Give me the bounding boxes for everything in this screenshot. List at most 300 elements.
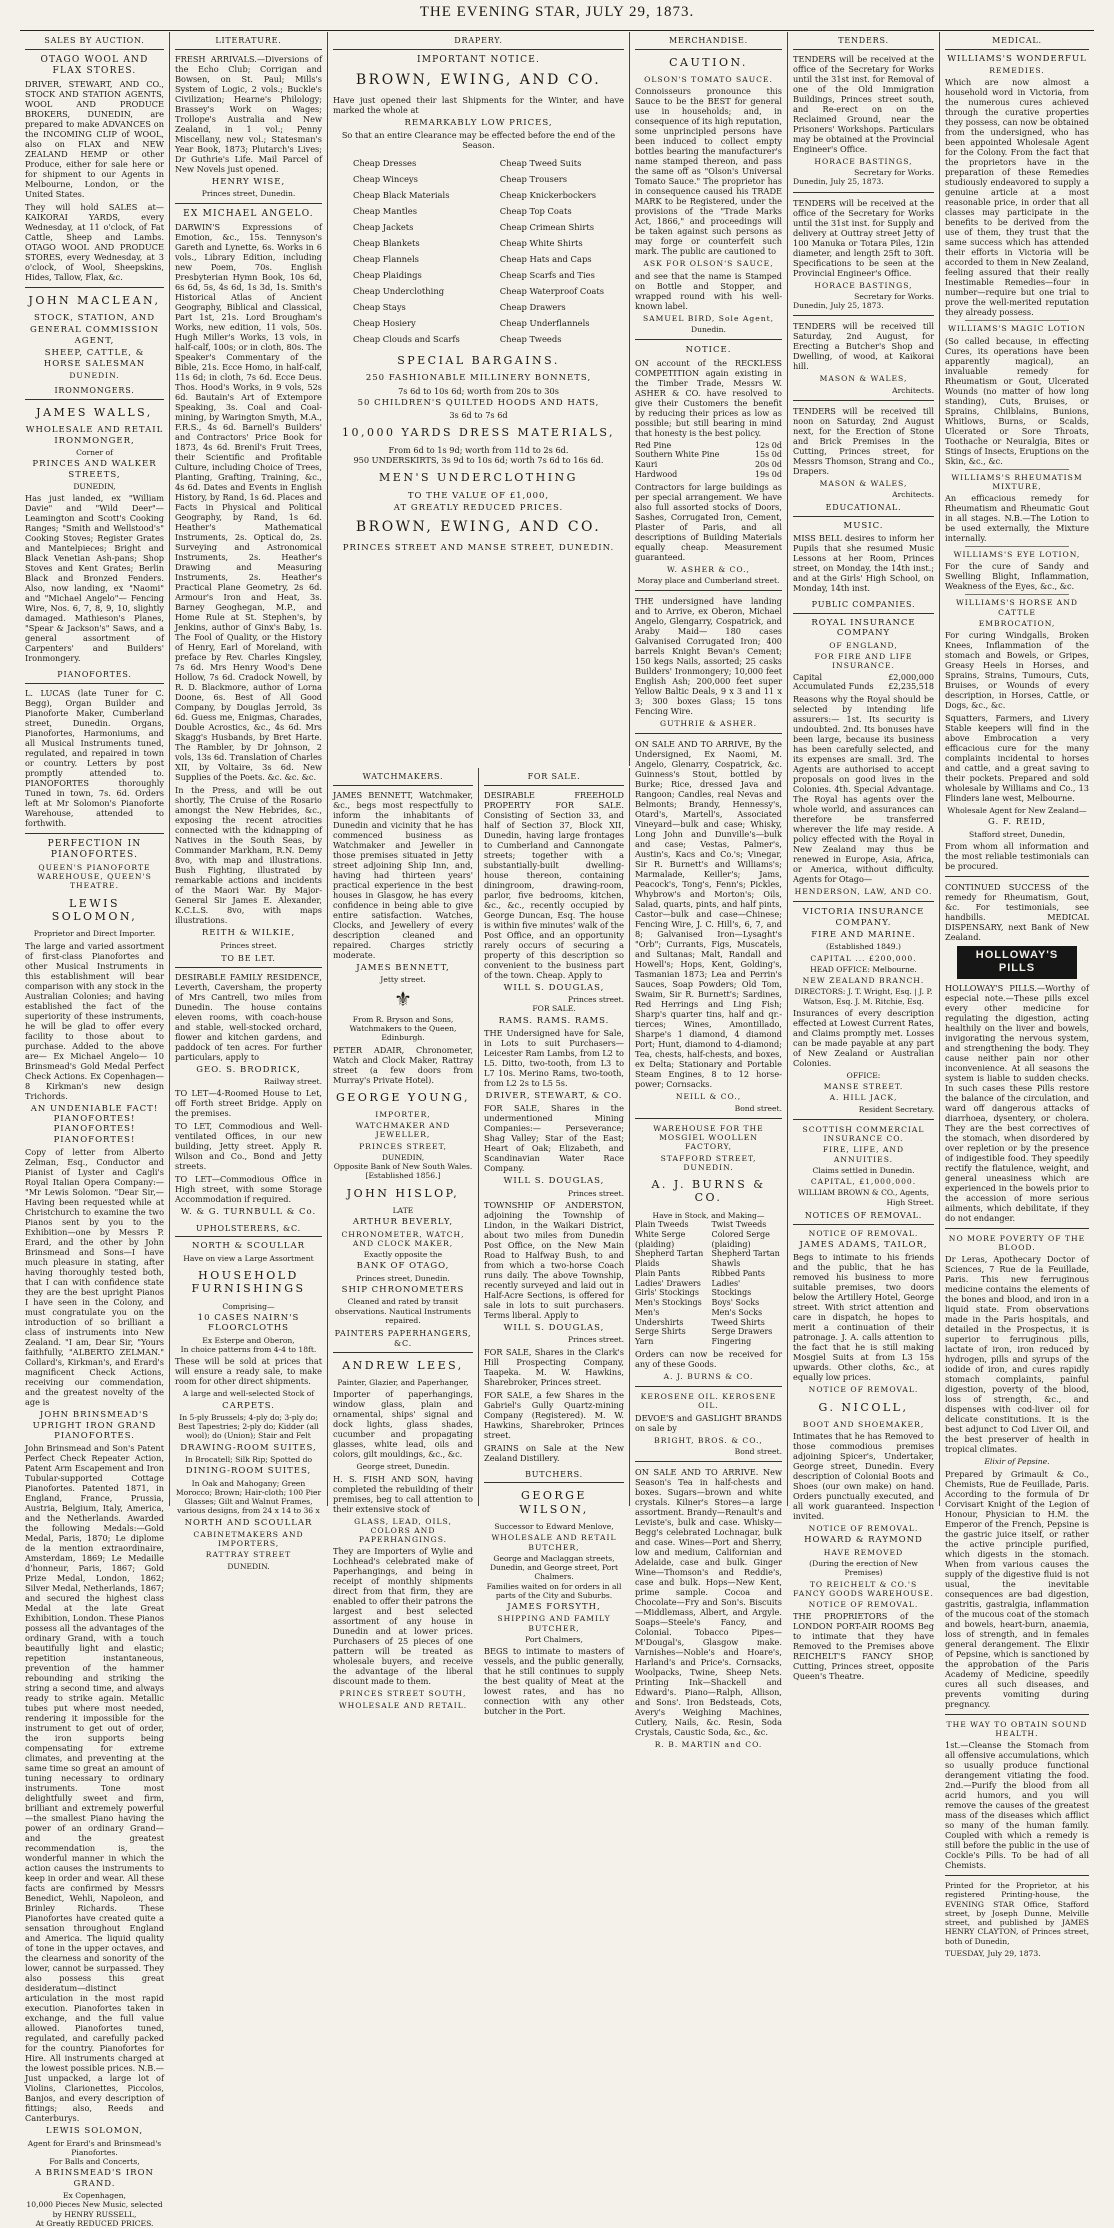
divider: [793, 901, 934, 902]
ad-line: Secretary for Works.: [854, 168, 934, 177]
ad-line: 250 FASHIONABLE MILLINERY BONNETS,: [365, 373, 592, 384]
ad-body: and see that the name is Stamped on Bottle and Stopper, and wrapped round with his well-known label.: [635, 270, 782, 311]
ad-title: HOUSEHOLD FURNISHINGS: [191, 1269, 306, 1296]
list-item: Cheap Drawers: [499, 301, 566, 312]
ad-title: DINING-ROOM SUITES,: [185, 1466, 312, 1477]
column-for-sale: [479, 768, 630, 1717]
list-item: Cheap Black Materials: [352, 190, 450, 201]
ad-signature: WILLIAM BROWN & CO., Agents,: [797, 1188, 930, 1198]
list-item: Cheap Crimean Shirts: [499, 222, 595, 233]
ad-body: THE undersigned have landing and to Arrive, ex Oberon, Michael Angelo, Glengarry, Cospatrick, and Araby Maid— 180 cases Galvanised Corrugated Iron; 400 barrels Knight Bevan's Cement; 150 kegs Nails, assorted; 25 casks Builders' Ironmongery; 10,000 feet English Ash; 200,000 feet super Yellow Baltic Deals, 9 x 3 and 11 x 3; 300 boxes Glass; 15 tons Fencing Wire.: [635, 596, 782, 717]
column-sales-by-auction: [20, 32, 170, 2228]
ad-line: Comprising—: [222, 1301, 275, 1311]
goods-right: [711, 1220, 782, 1347]
ad-line: PRINCES STREET SOUTH,: [339, 1689, 467, 1699]
ad-title: CARPETS.: [222, 1400, 275, 1411]
ad-line: 10,000 Pieces New Music, selected by HENRY RUSSELL,: [26, 2200, 163, 2219]
ad-name: JAMES ADAMS, TAILOR,: [799, 1239, 928, 1250]
ad-body: These will be sold at prices that will ensure a ready sale, to make room for other direct shipments.: [175, 1356, 322, 1387]
ad-signature: SAMUEL BIRD, Sole Agent,: [642, 313, 775, 323]
ad-line: In 5-ply Brussels; 4-ply do; 3-ply do; Best Tapestries; 2-ply do; Kidder (all wool); do (Union); Stair and Felt: [178, 1412, 319, 1441]
ad-line: REMARKABLY LOW PRICES,: [404, 117, 553, 128]
ad-body: Squatters, Farmers, and Livery Stable keepers will find in the above Embrocation a very efficacious cure for the many complaints incidental to horses and cattle, and a great saving to their pockets. Prepared and sold wholesale by Williams and Co., 13 Flinders lane west, Melbourne.: [945, 713, 1089, 804]
ad-body: Dr Leras, Apothecary Doctor of Sciences, 7 Rue de la Feuillade, Paris. This new ferruginous medicine contains the elements of the bones and blood, and iron in a liquid state. From observations made in the Paris hospitals, and detailed in the Prospectus, it is superior to ferruginous pills, lactate of iron, iron reduced by hydrogen, pills and syrups of the iodide of iron, and cures rapidly stomach complaints, painful digestion, poverty of the blood, loss of strength, &c., and dispenses with cod-liver oil for delicate constitutions. It is the best adjunct to Cod Liver Oil, and the best preserver of health in tropical climates.: [945, 1254, 1089, 1455]
divider: [793, 400, 934, 401]
masthead: THE EVENING STAR, JULY 29, 1873.: [419, 4, 695, 20]
ad-line: TO THE VALUE OF £1,000,: [407, 490, 550, 501]
ad-title: THE WAY TO OBTAIN SOUND HEALTH.: [946, 1719, 1088, 1738]
funds-value: £2,235,518: [888, 682, 934, 692]
list-item: Fingering: [711, 1337, 752, 1347]
section-heading: PUBLIC COMPANIES.: [793, 596, 934, 614]
imprint: Printed for the Proprietor, at his registered Printing-house, the EVENING STAR Office, Stafford street, by Joseph Dunne, Melville street, and published by JAMES HENRY CLAYTON, of Princes street, both of Dunedin,: [945, 1881, 1089, 1946]
list-item: Cheap Blankets: [352, 238, 420, 248]
ad-body: THE Undersigned have for Sale, in Lots to suit Purchasers— Leicester Ram Lambs, from L2 to L5. Ditto, two-tooth, from L3 to L7 10s. Merino Rams, two-tooth, from L2 2s to L5 5s.: [484, 1027, 624, 1088]
ad-line: PRINCES AND WALKER STREETS,: [32, 459, 157, 480]
list-item: Cheap Clouds and Scarfs: [352, 333, 460, 344]
list-item: White Serge (plaiding): [635, 1229, 686, 1249]
ad-body: ON account of the RECKLESS COMPETITION again existing in the Timber Trade, Messrs W. ASHER & CO. have resolved to give their Customers the benefit by reducing their prices as low as possible; but still bearing in mind that honesty is the best policy.: [635, 357, 782, 438]
column-drapery: [328, 32, 630, 766]
ad-title: WILLIAMS'S HORSE AND CATTLE: [956, 598, 1078, 617]
ad-line: Successor to Edward Menlove,: [494, 1522, 614, 1532]
list-item: Cheap Dresses: [352, 158, 417, 169]
column-literature: [170, 32, 328, 1571]
ad-line: Corner of: [76, 448, 113, 458]
ad-body: They are Importers of Wylie and Lochhead's celebrated make of Paperhangings, and being in receipt of monthly shipments direct from that firm, they are enabled to offer their patrons the largest and best selected assortment of any house in Dunedin and at lower prices. Purchasers of 25 pieces of one pattern will be treated as wholesale buyers, and receive the advantage of the liberal discount made to them.: [333, 1546, 473, 1687]
ad-title: CAUTION.: [669, 55, 748, 69]
ad-body: Has just landed, ex "William Davie" and "Wild Deer"— Leamington and Scott's Cooking Ranges; "Smith and Wellstood's" Cooking Stoves; Register Grates and Mantelpieces; Bright and Black Venetian Ash-pans; Shop Stoves and Kent Grates; Berlin Black and Bronzed Fenders. Also, now landing, ex "Naomi" and "Michael Angelo"— Fencing Wire, Nos. 6, 7, 8, 9, 10, slightly damaged. Mathieson's Planes, "Spear & Jackson's" Saws, and a general assortment of Carpenters' and Builders' Ironmongery.: [25, 493, 164, 664]
ad-title: NOTICE OF REMOVAL.: [808, 1228, 919, 1238]
ad-line: FOR FIRE AND LIFE INSURANCE.: [814, 652, 913, 671]
list-item: Cheap Hats and Caps: [499, 253, 592, 264]
ad-signature: A. HILL JACK,: [829, 1093, 898, 1103]
ad-title: IMPORTANT NOTICE.: [416, 54, 541, 65]
ad-line: 3s 6d to 7s 6d: [449, 409, 508, 420]
ad-body: FRESH ARRIVALS.—Diversions of the Echo Club; Corrigan and Bowsen, on St. Paul; Mills's System of Logic, 2 vols.; Buckle's Civilization; Hearne's Philology; Brassey's Work on Wages; Trollope's Australia and New Zealand, in 1 vol.; Penny Miscellany, new vol.; Statesman's Year Book, 1873; Plutarch's Lives; Dr Guthrie's Life. Mail Parcel of New Novels just opened.: [175, 53, 322, 174]
ad-line: Bond street.: [734, 1103, 782, 1113]
ad-body: BEGS to intimate to masters of vessels, and the public generally, that he still continues to supply the best quality of Meat at the lowest rates, and has no connection with any other butcher in the Port.: [484, 1646, 624, 1717]
ad-title: WILLIAMS'S MAGIC LOTION: [948, 324, 1086, 334]
list-item: Ribbed Pants: [711, 1268, 765, 1278]
column-medical: [940, 32, 1094, 1958]
ad-line: CHRONOMETER, WATCH, AND CLOCK MAKER,: [341, 1229, 465, 1248]
ad-line: Princes street, Dunedin.: [201, 189, 296, 199]
ad-title: DRAWING-ROOM SUITES,: [180, 1442, 317, 1453]
section-heading: IRONMONGERS.: [25, 382, 164, 400]
ad-body: Copy of letter from Alberto Zelman, Esq., Conductor and Pianist of Lyster and Cagli's Royal Italian Opera Company:— "Mr Lewis Solomon. "Dear Sir,—Having been requested while at Christchurch to examine the two Pianos sent by you to the Exhibition—one by Messrs P. Erard, and the other by John Brinsmead and Sons—I have much pleasure in stating, after having thoroughly tested both, that I can with confidence state they are the best upright Pianos I have seen in the Colony, and must congratulate you on the introduction of so brilliant a class of instruments into New Zealand. "I am, Dear Sir, "Yours faithfully, "ALBERTO ZELMAN." Collard's, Kirkman's, and Erard's magnificent Check Actions, receiving our commendation, and the greatest novelty of the age is: [25, 1147, 164, 1408]
ad-line: Railway street.: [263, 1077, 322, 1087]
ad-line: EMBROCATION,: [978, 618, 1056, 628]
ad-line: Princes street.: [567, 1335, 624, 1345]
ad-body: CONTINUED SUCCESS of the remedy for Rheumatism, Gout, &c. For testimonials, see handbills. MEDICAL DISPENSARY, next Bank of New Zealand.: [945, 881, 1089, 942]
ad-body: TO LET—Commodious Office in High street, with some Storage Accommodation if required.: [175, 1174, 322, 1205]
ad-line: A BRINSMEAD'S IRON GRAND.: [35, 2168, 154, 2189]
funds-row: [793, 682, 934, 692]
ad-line: NEW ZEALAND BRANCH.: [802, 976, 925, 986]
ad-signature: REITH & WILKIE,: [201, 928, 296, 939]
ad-line: WHOLESALE AND RETAIL IRONMONGER,: [25, 425, 164, 446]
divider: [793, 315, 934, 316]
ad-body: TOWNSHIP OF ANDERSTON, adjoining the Township of Lindon, in the Waikari District, about two miles from Dunedin Post Office, on the New Main Road to Halfway Bush, to and from which a two-horse Coach runs daily. The above Township, recently surveyed and laid out in Half-Acre Sections, is offered for sale in lots to suit purchasers. Terms liberal. Apply to: [484, 1199, 624, 1320]
ad-body: DESIRABLE FREEHOLD PROPERTY FOR SALE. Consisting of Section 33, and half of Section 37, Block XII, Dunedin, having large frontages to Cumberland and Cannongate streets; together with a substantially-built dwelling-house thereon, containing diningroom, drawing-room, parlor, five bedrooms, kitchen, &c., &c., recently occupied by George Duncan, Esq. The house is within five minutes' walk of the Post Office, and an opportunity rarely occurs of securing a property of this description so convenient to the business part of the town. Cheap. Apply to: [484, 789, 624, 980]
divider: [945, 876, 1089, 877]
ad-line: High Street.: [886, 1197, 934, 1207]
ad-line: [Established 1856.]: [365, 1171, 441, 1181]
list-item: Men's Undershirts: [635, 1307, 684, 1327]
divider: [635, 1386, 782, 1387]
list-item: Cheap Flannels: [352, 253, 419, 264]
divider: [635, 1461, 782, 1462]
ad-title: NO MORE POVERTY OF THE BLOOD.: [948, 1233, 1086, 1253]
ad-body: FOR SALE, Shares in the undermentioned Mining Companies:— Perseverance; Shag Valley; Star of the East; Heart of Oak; Elizabeth, and Scandinavian Water Race Company.: [484, 1103, 624, 1174]
ad-line: (During the erection of New Premises): [809, 1559, 918, 1578]
list-item: Cheap Tweed Suits: [499, 158, 582, 169]
section-heading: SALES BY AUCTION.: [25, 32, 164, 50]
ad-body: DESIRABLE FAMILY RESIDENCE, Leverth, Caversham, the property of Mrs Cantrell, two miles from Dunedin. The house contains eleven rooms, with coach-house and stable, well-stocked orchard, flower and kitchen gardens, and paddock of ten acres. For further particulars, apply to: [175, 971, 322, 1062]
section-heading: PAINTERS PAPERHANGERS, &C.: [333, 1325, 473, 1353]
ad-line: Painter, Glazier, and Paperhanger,: [337, 1378, 469, 1388]
ad-line: Stafford street, Dunedin,: [968, 829, 1066, 839]
ad-line: George street, Dunedin.: [356, 1462, 450, 1472]
ad-body: DRIVER, STEWART, AND CO., STOCK AND STATION AGENTS, WOOL AND PRODUCE BROKERS, DUNEDIN, are prepared to make ADVANCES on the INCOMING CLIP of WOOL, also on FLAX and NEW ZEALAND HEMP or other Produce, either for sale here or for shipment to our Agents in Melbourne, London, or the United States.: [25, 78, 164, 199]
list-item: Boys' Socks: [711, 1298, 760, 1308]
ad-body: FOR SALE, Shares in the Clark's Hill Prospecting Company, Taapeka. M. W. Hawkins, Sharebroker, Princes street.: [484, 1346, 624, 1387]
ad-line: Jetty street.: [380, 975, 426, 985]
ad-line: Have on view a Large Assortment: [183, 1253, 314, 1263]
ad-title: WILLIAMS'S EYE LOTION,: [953, 550, 1081, 560]
ad-title: Elixir of Pepsine.: [984, 1457, 1050, 1467]
ad-line: In Brocatell; Silk Rip; Spotted do: [184, 1455, 313, 1465]
ad-signature: MASON & WALES,: [819, 478, 908, 488]
ad-body: ON SALE AND TO ARRIVE, By the Undersigned, Ex Naomi, M. Angelo, Glenarry, Cospatrick, &c. Guinness's Stout, bottled by Burke; Rice, dressed Java and Rangoon; Candles, real Nevas and Belmonts; Brandy, Hennessy's, Otard's, Martell's, Associated Vineyard—bulk and case; Whisky, Long John and Dunville's—bulk and case; Vestas, Palmer's, Austin's, Kacs and Co.'s; Vinegar, Sir R. Burnett's and Williams's; Marmalade, Keiller's; Jams, Peacock's, Tong's, Fenn's; Pickles, Whybrow's and Morton's; Oils, Salad, quarts, pints, and half pints, Castor—bulk and case—Chinese; Fencing Wire, J. C. Hill's, 6, 7, and 8; Galvanised Iron—Lysaght's "Orb"; Currants, Figs, Muscatels, and Sultanas; Malt, Randall and Howell's; Hops, Kent, Golding's, Tasmanian 1873; Lea and Perrin's Sauces, Soap Powders; Old Tom, Swaim, Sir R. Burnett's; Sardines, Red Herrings and Ling Fish; Sharp's quarter tins, half and qr.-tierces; Wines, Amontillado, Sharpe's 1 diamond, 4 diamond Port; Hunt, diamond to 4-diamond; Tea, chests, half-chests, and boxes, ex Delta; Stationary and Portable Steam Engines, 8 to 12 horse-power; Cornsacks.: [635, 739, 782, 1090]
ad-body: Insurances of every description effected at Lowest Current Rates, and Claims promptly met. Losses can be made payable at any part of New Zealand or Australian Colonies.: [793, 1007, 934, 1068]
list-item: Yarn: [635, 1337, 654, 1347]
cheap-items-left: [353, 156, 460, 348]
ad-line: Secretary for Works.: [854, 291, 934, 301]
ad-place: DUNEDIN,: [73, 481, 116, 491]
ad-body: TO LET, Commodious and Well-ventilated Offices, in our new building, Jetty street. Apply R. Wilson and Co., Bond and Jetty streets.: [175, 1121, 322, 1172]
ad-body: Prepared by Grimault & Co., Chemists, Rue de Feuillade, Paris. According to the formula of Dr Corvisart Knight of the Legion of Honour, Physician to H.M. the Emperor of the French, Pepsine is the gastric juice itself, or rather the active principle purified, which digests in the stomach. When from various causes the supply of the digestive fluid is not usual, the inevitable consequences are bad digestion, gastritis, gastralgia, inflammation of the mucous coat of the stomach and bowels, heart-burn, anaemia, loss of strength, and in females general derangement. The Elixir of Pepsine, which is sanctioned by the approbation of the Paris Academy of Medicine, speedily cures all such diseases, and prevents vomiting during pregnancy.: [945, 1468, 1089, 1709]
ad-line: DIRECTORS: J. T. Wright, Esq. | J. P. Watson, Esq. J. M. Ritchie, Esq.: [794, 987, 933, 1006]
ad-line: HAVE REMOVED: [823, 1547, 904, 1557]
ad-name: GEORGE WILSON,: [519, 1489, 589, 1516]
ad-body: Importer of paperhangings, window glass, plain and ornamental, ships' signal and dock lights, glass shades, cucumber and propagating glasses, white lead, oils and colors, gilt mouldings, &c., &c.: [333, 1389, 473, 1460]
divider: [965, 469, 1069, 470]
ad-name: ANDREW LEES,: [342, 1358, 464, 1372]
ad-line: ASK FOR OLSON'S SAUCE,: [643, 259, 774, 269]
ad-line: WHOLESALE AND RETAIL.: [338, 1700, 468, 1710]
list-item: Men's Stockings: [635, 1298, 702, 1308]
timber-row: [635, 460, 782, 470]
list-item: Ladies' Stockings: [711, 1278, 752, 1298]
timber-price-list: [635, 441, 782, 480]
ad-line: STOCK, STATION, AND: [33, 313, 156, 324]
ad-line: Princes street, Dunedin.: [356, 1273, 450, 1283]
divider: [793, 192, 934, 193]
timber-price: 12s 0d: [754, 440, 782, 450]
funds-label: Accumulated Funds: [793, 682, 874, 692]
timber-price: 20s 0d: [754, 460, 782, 470]
list-item: Cheap Plaidings: [352, 269, 422, 280]
timber-price: 15s 0d: [754, 450, 782, 460]
list-item: Shepherd Tartan Plaids: [635, 1249, 704, 1269]
ad-body: PETER ADAIR, Chronometer, Watch and Clock Maker, Rattray street (a few doors from Murray's Private Hotel).: [333, 1044, 473, 1085]
ad-line: IMPORTER,: [375, 1109, 431, 1119]
ad-body: DARWIN'S Expressions of Emotion, &c., 15s. Tennyson's Gareth and Lynette, 6s. Works in 6 vols., Library Edition, including new Poem, 70s. English Presbyterian Hymn Book, 10s 6d, 6s 6d, 5s, 4s 6d, 1s 3d, 1s. Smith's Historical Atlas of Ancient Geography, Biblical and Classical, Part 1st, 21s. Lord Brougham's Works, new edition, 11 vols, 50s. Hugh Miller's Works, 13 vols, in half-calf, 100s; or in cloth, 80s. The Speaker's Commentary of the Bible, 21s. Ecce Homo, in half-calf, 11s 6d; in cloth, 7s 6d. Ecce Deus. Thos. Hood's Works, in 9 vols, 52s 6d. Bautain's Art of Extempore Speaking, 3s. Coal and Coal-mining, by Warington Smyth, M.A., F.R.S., 4s 6d. Barnell's Builders' and Contractors' Price Book for 1873, 4s 6d. Brenil's Fruit Trees, their Scientific and Profitable Culture, including Choice of Trees, Planting, Grafting, Training, &c., 4s 6d. Dates and Events in English History, by Rand, 1s 6d. Places and Facts in Physical and Political Geography, by Rand, 1s 6d. Heather's Mathematical Instruments, 2s. Optical do, 2s. Surveying and Astronomical Instruments, 2s. Heather's Drawing and Measuring Instruments, 2s. Heather's Practical Plane Geometry, 2s 6d. Armour's Iron and Heat, 3s. Barney Geoghegan, M.P., and Home Rule at St. Stephen's, by Jenkins, author of Ginx's Baby, 1s. The Fool of Quality, or the History of Henry, Earl of Moreland, with preface by Rev. Charles Kingsley, 7s 6d. Mrs Henry Wood's Dene Hollow, 7s 6d. Cradock Nowell, by R. D. Blackmore, author of Lorna Doone, 6s. Best of All Good Company, by Douglas Jerrold, 3s 6d. Guess me, Enigmas, Charades, Double Acrostics, &c., 4s 6d. Mrs Skagg's Husbands, by Bret Harte. The Rambler, by Dr Johnson, 2 vols, 13s 6d. Translation of Charles XII, by Voltaire, 3s 6d. New Supplies of the Poets. &c. &c. &c.: [175, 222, 322, 783]
divider: [965, 594, 1069, 595]
ad-signature: NEILL & CO.,: [675, 1092, 742, 1102]
section-heading: TO BE LET.: [175, 950, 322, 968]
list-item: Tweed Shirts: [711, 1317, 765, 1327]
ad-line: SHIP CHRONOMETERS: [341, 1285, 465, 1296]
ad-signature: WILL S. DOUGLAS,: [503, 1322, 605, 1333]
ad-line: DUNEDIN,: [381, 1152, 425, 1162]
timber-item: Kauri: [635, 460, 658, 470]
ad-title: GLASS, LEAD, OILS, COLORS AND PAPERHANGINGS.: [354, 1516, 452, 1545]
ad-title: JOHN BRINSMEAD'S UPRIGHT IRON GRAND PIANOFORTES.: [32, 1410, 157, 1441]
ad-body: For curing Windgalls, Broken Knees, Inflammation of the stomach and Bowels, or Gripes, Greasy Heels in Horses, and Sprains, Strains, Tumours, Cuts, Bruises, or Wounds of every description, in Horses, Cattle, or Dogs, &c., &c.: [945, 630, 1089, 711]
ad-body: They will hold SALES at— KAIKORAI YARDS, every Wednesday, at 11 o'clock, of Fat Cattle, Sheep and Lambs. OTAGO WOOL AND PRODUCE STORES, every Wednesday, at 3 o'clock, of Wool, Sheepskins, Hides, Tallow, Flax, &c.: [25, 201, 164, 282]
ad-name: G. NICOLL,: [818, 1400, 909, 1414]
ad-body: JAMES BENNETT, Watchmaker, &c., begs most respectfully to inform the inhabitants of Dunedin and vicinity that he has commenced business as Watchmaker and Jeweller in those premises situated in Jetty street adjoining Ship Inn, and, having had thirteen years' practical experience in the best houses in Glasgow, he has every confidence in being able to give entire satisfaction. Watches, Clocks, and Jewellery of every description cleaned and repaired. Charges strictly moderate.: [333, 789, 473, 960]
ad-line: A large and well-selected Stock of: [182, 1389, 315, 1399]
royal-arms-icon: ⚜: [394, 987, 412, 1012]
ad-line: QUEEN'S PIANOFORTE WAREHOUSE, QUEEN'S THEATRE.: [37, 862, 152, 891]
ad-line: 50 CHILDREN'S QUILTED HOODS AND HATS,: [357, 397, 600, 408]
ad-title: NOTICE.: [685, 345, 732, 356]
divider: [635, 1118, 782, 1119]
ad-line: Princes street.: [567, 1188, 624, 1198]
ad-title: KEROSENE OIL. KEROSENE OIL.: [640, 1392, 777, 1411]
list-item: Men's Socks: [711, 1307, 763, 1317]
list-item: Cheap Mantles: [352, 206, 417, 217]
section-heading: MERCHANDISE.: [635, 32, 782, 50]
capital-label: Capital: [793, 672, 823, 682]
ad-body: Contractors for large buildings as per special arrangement. We have also full assorted stocks of Doors, Sashes, Corrugated Iron, Cement, Plaster of Paris, and all descriptions of Building Materials equally cheap. Measurement guaranteed.: [635, 481, 782, 562]
list-item: Cheap Tweeds: [499, 333, 562, 344]
ad-line: TO REICHELT & CO.'S FANCY GOODS WAREHOUSE.: [793, 1579, 934, 1598]
ad-line: 7s 6d to 10s 6d; worth from 20s to 30s: [398, 385, 559, 396]
section-heading: UPHOLSTERERS, &C.: [175, 1220, 322, 1238]
ad-signature: HORACE BASTINGS,: [814, 156, 913, 166]
ad-body: ON SALE AND TO ARRIVE. New Season's Tea in half-chests and boxes. Sugars—brown and white crystals. Kilner's Stores—a large assortment. Brandy—Renault's and Leviste's, bulk and case. Whisky—Begg's celebrated Lochnagar, bulk and case. Wines—Port and Sherry, low and medium, Californian and Adelaide, case and bulk. Ginger Wine—Thomson's and Reddie's, case and bulk. Hops—New Kent, prime sample. Cocoa and Chocolate—Fry and Son's. Biscuits—Middlemass, Albert, and Argyle. Soaps—Steele's Fancy, and Colonial. Tobacco Pipes—M'Dougal's, Glasgow make. Varnishes—Noble's and Hoare's, Harland's and Price's. Cornsacks, Woolpacks, Twine, Sheep Nets. Printing Ink—Shackell and Edward's. Piano—Ralph, Allison, and Sons'. Iron Bedsteads, Cots, Avery's Weighing Machines, Cutlery, Nails, &c. Resin, Soda Crystals, Caustic Soda, &c., &c.: [635, 1467, 782, 1738]
ad-body: FOR SALE, a few Shares in the Gabriel's Gully Quartz-mining Company (Registered). M. W. Hawkins, Sharebroker, Princes street.: [484, 1389, 624, 1440]
section-heading: WATCHMAKERS.: [333, 768, 473, 786]
mosgiel-goods-list: [635, 1220, 782, 1347]
ad-line: 950 UNDERSKIRTS, 3s 9d to 10s 6d; worth 7s 6d to 16s 6d.: [353, 455, 604, 466]
ad-line: George and Maclaggan streets, Dunedin, and George street, Port Chalmers.: [489, 1553, 619, 1582]
ad-signature: GEO. S. BRODRICK,: [196, 1064, 301, 1075]
list-item: Cheap Underflannels: [499, 317, 590, 328]
ad-body: THE PROPRIETORS of the LONDON PORT-AIR ROOMS Beg to intimate that they have Removed to the Premises above REICHELT'S FANCY SHOP, Cutting, Princes street, opposite Queen's Theatre.: [793, 1611, 934, 1682]
ad-line: Claims settled in Dunedin.: [812, 1165, 915, 1175]
ad-body: TENDERS will be received till noon on Saturday, 2nd August next, for the Erection of Stone and Brick Premises in the Cutting, Princes street, for Messrs Thomson, Strang and Co., Drapers.: [793, 405, 934, 476]
section-heading: TENDERS.: [793, 32, 934, 50]
list-item: Cheap Top Coats: [499, 206, 572, 217]
list-item: Shepherd Tartan Shawls: [711, 1249, 780, 1269]
ad-line: So that an entire Clearance may be effected before the end of the Season.: [341, 130, 616, 151]
list-item: Serge Drawers: [711, 1327, 773, 1337]
ad-body: An efficacious remedy for Rheumatism and Rheumatic Gout in all stages. N.B.—The Lotion to be used externally, the Mixture internally.: [945, 493, 1089, 544]
ad-body: MISS BELL desires to inform her Pupils that she resumed Music Lessons at her Room, Princes street, on Monday, the 14th inst.; and at the Girls' High School, on Monday, 14th inst.: [793, 533, 934, 594]
ad-signature: R. B. MARTIN and CO.: [654, 1740, 763, 1750]
holloway-banner: HOLLOWAY'S PILLS: [957, 946, 1077, 979]
ad-line: ARTHUR BEVERLY,: [352, 1217, 454, 1228]
ad-body: The large and varied assortment of first-class Pianofortes and other Musical Instruments in this establishment will bear comparison with any stock in the Australian Colonies; and having established the fact of the superiority of these instruments, he will be glad to offer every facility to those about to purchase. Added to the above are— Ex Michael Angelo— 10 Brinsmead's Gold Medal Perfect Check Actions. Ex Copenhagen— 8 Kirkman's new design Trichords.: [25, 940, 164, 1101]
ad-line: OF ENGLAND,: [829, 640, 898, 650]
ad-body: Which are now almost a household word in Victoria, from the numerous cures achieved through the curative properties they possess, can now be obtained from the undersigned, who has been appointed Wholesale Agent for the Colony. From the fact that the proprietors have in the preparation of these Remedies studiously endeavored to supply a genuine article at a most reasonable price, in order that all classes may participate in the benefits to be derived from the use of them, they trust that the same success which has attended their efforts in Victoria will be accorded to them in New Zealand, feeling assured that their really Inestimable Remedies—four in number—require but one trial to prove the well-merited reputation they already possess.: [945, 77, 1089, 318]
timber-item: Red Pine: [635, 440, 672, 450]
ad-line: FIRE AND MARINE.: [811, 930, 916, 941]
ad-line: SHIPPING AND FAMILY BUTCHER,: [497, 1614, 611, 1633]
ad-signature: HORACE BASTINGS,: [814, 280, 913, 290]
ad-line: Dunedin, July 25, 1873.: [793, 177, 884, 187]
section-heading: PIANOFORTES.: [25, 666, 164, 684]
ad-line: Bond street.: [734, 1446, 782, 1456]
list-item: Cheap Waterproof Coats: [499, 285, 605, 296]
ad-line: GENERAL COMMISSION AGENT,: [29, 325, 160, 346]
ad-body: H. S. FISH AND SON, having completed the rebuilding of their premises, beg to call attention to their extensive stock of: [333, 1473, 473, 1514]
list-item: Plain Pants: [635, 1268, 681, 1278]
ad-line: Port Chalmers,: [525, 1634, 583, 1644]
ad-body: TENDERS will be received till Saturday, 2nd August, for Erecting a Butcher's Shop and Dwelling, of wood, at Kaikorai hill.: [793, 321, 934, 372]
ad-body: 1st.—Cleanse the Stomach from all offensive accumulations, which so usually produce functional derangement vitiating the food. 2nd.—Purify the blood from all acrid humors, and you will remove the causes of the greatest mass of the diseases which afflict so many of the human family. Coupled with which a remedy is still before the public in the use of Cockle's Pills. To be had of all Chemists.: [945, 1740, 1089, 1871]
ad-body: Intimates that he has Removed to those commodious premises adjoining Spicer's, Undertaker, George street, Dunedin. Every description of Colonial Boots and Shoes (our own make) on hand. Orders punctually executed, and all work guaranteed. Inspection invited.: [793, 1431, 934, 1522]
ad-body: John Brinsmead and Son's Patent Perfect Check Repeater Action, Patent Arm Escapement and Iron Tubular-supported Cottage Pianofortes. Patented 1871, in England, France, Prussia, Austria, Belgium, Italy, America, and the Netherlands. Awarded the following Medals:—Gold Medal, Paris, 1870; Le diplome de la mention extraordinaire, Amsterdam, 1869; Le Medaille d'honneur, Paris, 1867; Gold Prize Medal, London, 1862; Silver Medal, Netherlands, 1867; and secured the highest class Medal at the late Great Exhibition, London. These Pianos possess all the advantages of the ordinary Grand, with a touch beautifully light and elastic; repetition instantaneous, prevention of the hammer rebounding and striking the string a second time, and always ready to strike again. Metallic tubes put where most needed, rendering it impossible for the instrument to get out of order, the iron supports being compensating for extreme climates, and preventing at the same time so great an amount of tuning necessary to ordinary instruments. Tone most delightfully sweet and firm, brilliant and extremely powerful—the smallest Piano having the power of an ordinary Grand—and the greatest recommendation is, the wonderful manner in which the action causes the instruments to keep in order and wear. All these facts are confirmed by Messrs Benedict, Wehli, Napoleon, and Brinley Richards. These Pianofortes have created quite a sensation throughout England and America. The liquid quality of tone in the upper octaves, and the clearness and sonority of the lower, cannot be surpassed. They also possess this great desideratum—distinct articulation in the most rapid execution. Pianofortes taken in exchange, and the full value allowed. Pianofortes tuned, regulated, and carefully packed for the country. Pianofortes for Hire. All instruments charged at the lowest possible prices. N.B.—Just unpacked, a large lot of Violins, Clarionettes, Piccolos, Banjos, and every description of fittings; also, Reeds and Canterburys.: [25, 1443, 164, 2124]
list-item: Cheap Winceys: [352, 174, 418, 185]
divider: [965, 320, 1069, 321]
ad-place: DUNEDIN.: [227, 1561, 270, 1571]
ad-name: NORTH & SCOULLAR: [192, 1241, 305, 1252]
column-watchmakers: [328, 768, 479, 1710]
ad-line: Wholesale Agent for New Zealand—: [947, 806, 1087, 816]
ad-line: From 6d to 1s 9d; worth from 11d to 2s 6d.: [388, 445, 569, 456]
ad-title: WILLIAMS'S RHEUMATISM MIXTURE,: [951, 472, 1083, 491]
ad-body: TENDERS will be received at the office of the Secretary for Works until the 31st inst. for Supply and delivery at Outtray street Jetty of 100 Manuka or Totara Piles, 12in diameter, and length 25ft to 30ft. Specifications to be seen at the Provincial Engineer's Office.: [793, 197, 934, 278]
ad-signature: G. F. REID,: [987, 817, 1047, 828]
ad-signature: LEWIS SOLOMON,: [45, 2126, 144, 2137]
ad-line: At Greatly REDUCED PRICES.: [35, 2218, 154, 2228]
timber-price: 19s 0d: [754, 469, 782, 479]
ad-line: CABINETMAKERS AND IMPORTERS,: [193, 1529, 304, 1549]
ad-signature: W. & G. TURNBULL & Co.: [180, 1207, 317, 1218]
ad-name: JOHN HISLOP,: [346, 1186, 460, 1200]
ad-line: CAPITAL ... £200,000.: [810, 953, 917, 963]
ad-name: BROWN, EWING, AND CO.: [355, 71, 602, 88]
ad-body: In the Press, and will be out shortly, The Cruise of the Rosario amongst the New Hebrides, &c., exposing the recent atrocities connected with the kidnapping of Natives in the South Seas, by Commander Markham, R.N. Demy 8vo, with map and illustrations. Bush Fighting, illustrated by remarkable actions and incidents of the Maori War. By Major-General Sir James E. Alexander, K.C.L.S. 8vo, with maps illustrations.: [175, 785, 322, 926]
ad-name: HOWARD & RAYMOND: [804, 1535, 923, 1546]
ad-signature: JAMES BENNETT,: [356, 962, 450, 973]
ad-title: NOTICE OF REMOVAL.: [808, 1524, 919, 1534]
divider: [25, 833, 164, 834]
ad-title: OTAGO WOOL AND FLAX STORES.: [40, 54, 149, 76]
list-item: Colored Serge (plaiding): [711, 1229, 770, 1249]
capital-value: £2,000,000: [888, 672, 934, 682]
ad-line: WATCHMAKER AND JEWELLER,: [355, 1121, 451, 1140]
list-item: Cheap Underclothing: [352, 285, 445, 296]
ad-name: WILLIAMS'S WONDERFUL: [947, 53, 1087, 64]
ad-name: VICTORIA INSURANCE COMPANY.: [802, 907, 925, 928]
ad-line: Have in Stock, and Making—: [652, 1210, 765, 1220]
ad-title: SPECIAL BARGAINS.: [397, 353, 560, 367]
list-item: Plain Tweeds: [635, 1220, 689, 1230]
divider: [793, 1119, 934, 1120]
ad-body: For the cure of Sandy and Swelling Blight, Inflammation, Weakness of the Eyes, &c., &c.: [945, 561, 1089, 592]
ad-body: Have just opened their last Shipments for the Winter, and have marked the whole at: [333, 94, 624, 115]
imprint-date: TUESDAY, July 29, 1873.: [945, 1948, 1041, 1958]
ad-signature: WILL S. DOUGLAS,: [503, 1176, 605, 1187]
timber-item: Southern White Pine: [635, 450, 720, 460]
ad-signature: NORTH AND SCOULLAR: [184, 1517, 313, 1528]
ad-line: BOOT AND SHOEMAKER,: [802, 1419, 925, 1429]
ad-body: Begs to intimate to his friends and the public, that he has removed his business to more suitable premises, two doors below the Artillery Hotel, George street. With strict attention and care in dispatch, he hopes to merit a continuation of their patronage. J. A. calls attention to the fact that he is still making Mosgiel Suits at from L3 15s upwards. Other cloths, &c., at equally low prices.: [793, 1252, 934, 1383]
ad-line: BANK OF OTAGO,: [356, 1261, 450, 1272]
ad-line: Ex Esterpe and Oberon,: [202, 1335, 295, 1345]
ad-name: JOHN MACLEAN,: [28, 293, 161, 307]
ad-line: Resident Secretary.: [858, 1104, 934, 1114]
list-item: Cheap Stays: [352, 301, 406, 312]
divider: [25, 287, 164, 288]
ad-name: JAMES WALLS,: [36, 405, 153, 419]
ad-signature: HENRY WISE,: [211, 176, 286, 187]
ad-line: CAPITAL, £1,000,000.: [810, 1177, 917, 1187]
section-heading: LITERATURE.: [175, 32, 322, 50]
ad-line: STAFFORD STREET, DUNEDIN.: [660, 1153, 757, 1172]
ad-place: Dunedin.: [691, 324, 726, 334]
ad-line: WHOLESALE AND RETAIL BUTCHER,: [491, 1533, 617, 1552]
ad-signature: A. J. BURNS & CO.: [663, 1371, 754, 1381]
ad-line: From R. Bryson and Sons, Watchmakers to the Queen, Edinburgh.: [349, 1014, 457, 1043]
column-tenders: [788, 32, 940, 1682]
ad-line: Princes street.: [220, 940, 277, 950]
ad-body: From whom all information and the most reliable testimonials can be procured.: [945, 840, 1089, 871]
list-item: Serge Shirts: [635, 1327, 686, 1337]
ad-body: TENDERS will be received at the office of the Secretary for Works until the 31st inst. for Removal of one of the Old Immigration Buildings, Princes street south, and Re-erect on on the Reclaimed Ground, near the Prisoners' Workshops. Particulars may be obtained at the Provincial Engineer's Office.: [793, 53, 934, 154]
ad-line: PRINCES STREET,: [359, 1141, 447, 1151]
top-rule: [20, 30, 1094, 31]
ad-place: DUNEDIN.: [69, 370, 120, 380]
ad-line: REMEDIES.: [989, 66, 1045, 76]
ad-name: GEORGE YOUNG,: [336, 1090, 470, 1104]
ad-body: Orders can now be received for any of these Goods.: [635, 1348, 782, 1369]
ad-signature: DRIVER, STEWART, & CO.: [485, 1090, 623, 1101]
ad-line: Proprietor and Direct Importer.: [33, 929, 156, 939]
capital-row: [793, 673, 934, 683]
list-item: Ladies' Drawers: [635, 1278, 701, 1288]
ad-line: Opposite Bank of New South Wales.: [333, 1162, 473, 1172]
ad-signature: MASON & WALES,: [819, 374, 908, 384]
cheap-items-list: [333, 156, 624, 348]
list-item: Cheap Knickerbockers: [499, 190, 596, 201]
divider: [635, 733, 782, 734]
ad-title: AN UNDENIABLE FACT! PIANOFORTES! PIANOFORTES! PIANOFORTES!: [30, 1103, 159, 1145]
ad-line: In Oak and Mahogany; Green Morocco; Brown; Hair-cloth; 100 Pier Glasses; Gilt and Walnut Frames, various designs, from 24 x 14 to 36 x: [175, 1478, 322, 1516]
ad-body: (So called because, in effecting Cures, its operations have been apparently magical), an invaluable remedy for Rheumatism or Gout, Ulcerated Wounds (no matter of how long standing), Cuts, Bruises, or Sprains, Chilblains, Bunions, Whitlows, Burns, or Scalds, Ulcerated or Sore Throats, Toothache or Neuralgia, Bites or Stings of Insects, Eruptions on the Skin, &c., &c.: [945, 335, 1089, 466]
timber-item: Hardwood: [635, 469, 678, 479]
list-item: Cheap Trousers: [499, 174, 568, 185]
ad-signature: HENDERSON, LAW, AND CO.: [794, 887, 933, 897]
ad-name: ROYAL INSURANCE COMPANY: [811, 618, 916, 639]
ad-body: HOLLOWAY'S PILLS.—Worthy of especial note.—These pills excel every other medicine for regulating the digestion, acting healthily on the liver and bowels, invigorating the nervous system, and strengthening the body. They cause neither pain nor other inconvenience. At all seasons the system is liable to sudden checks. In such cases these Pills restore the balance of the circulation, and ward off dangerous attacks of diarrhoea, dysentery, or cholera. They are the best correctives of the stomach, when disordered by over repletion or by the presence of indigestible food. They speedily rectify the flatulence, weight, and general uneasiness which are experienced in the bowels prior to the accession of more serious ailments, which debilitate, if they do not endanger.: [945, 982, 1089, 1223]
ad-name: BROWN, EWING, AND CO.: [355, 519, 602, 536]
divider: [965, 546, 1069, 547]
ad-line: Exactly opposite the: [363, 1250, 443, 1260]
ad-line: LATE: [392, 1206, 414, 1216]
ad-line: FOR SALE.: [532, 1004, 576, 1014]
ad-title: MUSIC.: [843, 521, 884, 531]
ad-line: AT GREATLY REDUCED PRICES.: [393, 503, 564, 514]
